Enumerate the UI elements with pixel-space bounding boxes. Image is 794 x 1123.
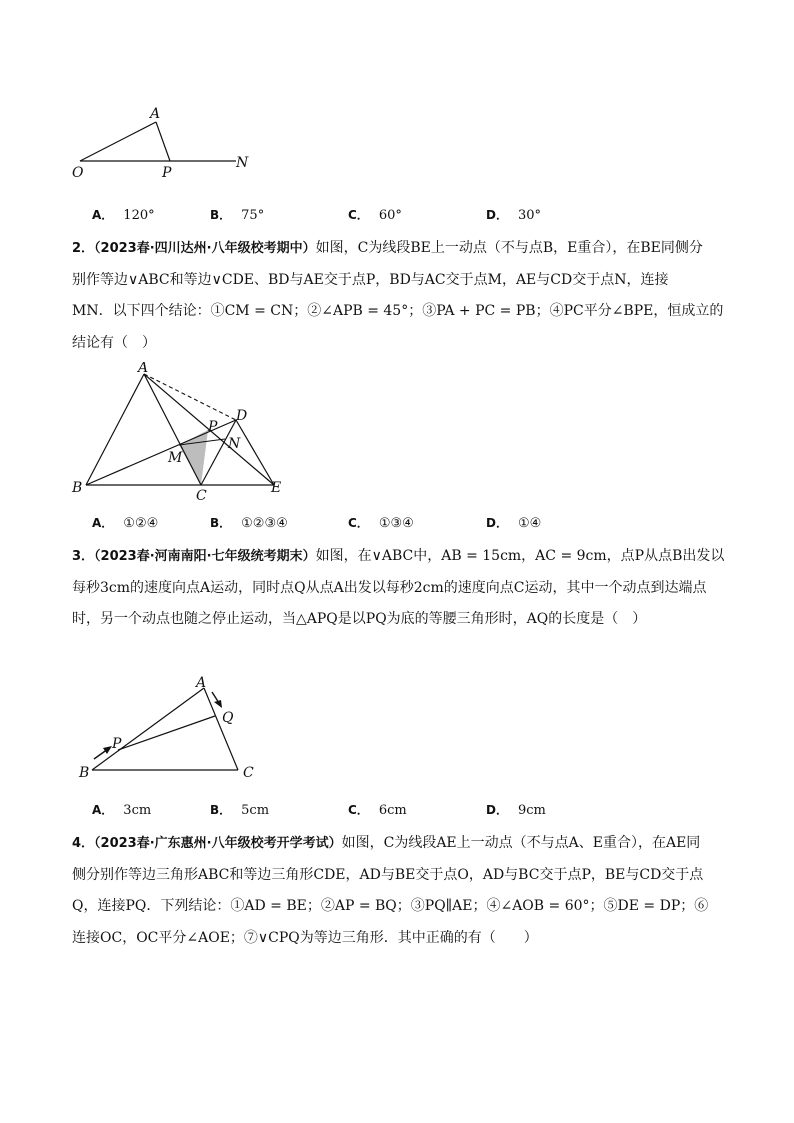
q2-figure <box>66 362 296 502</box>
q2-choice-b[interactable]: B． ①②③④ <box>210 516 288 531</box>
q3-choice-b[interactable]: B． 5cm <box>210 803 270 818</box>
q1-figure <box>66 100 266 185</box>
q2-label-p: P <box>208 419 218 435</box>
q2-label-c: C <box>196 488 207 502</box>
q3-label-p: P <box>112 736 122 752</box>
q3-line-3: 时，另一个动点也随之停止运动，当△APQ是以PQ为底的等腰三角形时，AQ的长度是（ ） <box>72 611 647 627</box>
q3-label-c: C <box>243 765 254 781</box>
q3-stem <box>72 541 728 636</box>
q2-choices <box>92 514 652 538</box>
q2-label-a: A <box>138 362 149 376</box>
q4-stem <box>72 828 728 954</box>
q4-line-3: Q，连接PQ．下列结论：①AD = BE；②AP = BQ；③PQ∥AE；④∠AOB = 60°；⑤DE = DP；⑥ <box>72 898 709 914</box>
q1-choices <box>92 206 652 230</box>
q3-line-2: 每秒3cm的速度向点A运动，同时点Q从点A出发以每秒2cm的速度向点C运动，其中一个动点到达端点 <box>72 579 707 596</box>
q3-label-q: Q <box>222 710 234 726</box>
q2-choice-d[interactable]: D． ①④ <box>486 516 542 531</box>
q2-line-2: 别作等边∨ABC和等边∨CDE、BD与AE交于点P，BD与AC交于点M，AE与CD交于点N，连接 <box>72 271 669 288</box>
q2-label-m: M <box>168 450 183 466</box>
q1-segment-ap <box>156 122 170 161</box>
q2-line-1: 2．（2023春·四川达州·八年级校考期中）如图，C为线段BE上一动点（不与点B，E重合），在BE同侧分 <box>72 240 703 256</box>
q3-choices <box>92 801 652 825</box>
q1-label-n: N <box>236 155 249 171</box>
q3-label-a: A <box>196 675 207 691</box>
q4-line-2: 侧分别作等边三角形ABC和等边三角形CDE，AD与BE交于点O，AD与BC交于点P，BE与CD交于点 <box>72 866 704 883</box>
q1-segment-oa <box>80 122 156 161</box>
q2-label-e: E <box>271 480 282 496</box>
q1-choice-b[interactable]: B． 75° <box>210 208 265 223</box>
q2-segment-ab <box>86 374 144 485</box>
q1-choice-d[interactable]: D． 30° <box>486 208 542 223</box>
q3-choice-a[interactable]: A． 3cm <box>92 803 152 818</box>
q3-label-b: B <box>79 765 90 781</box>
q1-label-a: A <box>150 106 161 122</box>
q4-line-1: 4．（2023春·广东惠州·八年级校考开学考试）如图，C为线段AE上一动点（不与点A、E重合），在AE同 <box>72 835 701 851</box>
q3-choice-d[interactable]: D． 9cm <box>486 803 546 818</box>
q2-choice-c[interactable]: C． ①③④ <box>348 516 414 531</box>
q1-choice-c[interactable]: C． 60° <box>348 208 402 223</box>
q3-segment-ab <box>92 688 204 770</box>
q3-figure <box>70 670 270 785</box>
q3-choice-c[interactable]: C． 6cm <box>348 803 407 818</box>
q2-label-n: N <box>228 436 241 452</box>
q1-label-o: O <box>72 165 84 181</box>
q3-line-1: 3．（2023春·河南南阳·七年级统考期末）如图，在∨ABC中，AB = 15cm，AC = 9cm，点P从点B出发以 <box>72 548 725 564</box>
q2-stem <box>72 233 728 359</box>
q2-label-b: B <box>72 480 83 496</box>
q2-segment-de <box>236 420 274 485</box>
q2-line-3: MN．以下四个结论：①CM = CN；②∠APB = 45°；③PA + PC = PB；④PC平分∠BPE，恒成立的 <box>72 303 724 319</box>
q2-segment-ac <box>144 374 201 485</box>
q2-line-4: 结论有（ ） <box>72 334 156 351</box>
q4-line-4: 连接OC，OC平分∠AOE；⑦∨CPQ为等边三角形．其中正确的有（ ） <box>72 929 538 946</box>
q1-label-p: P <box>162 165 172 181</box>
q2-choice-a[interactable]: A． ①②④ <box>92 516 159 531</box>
q2-label-d: D <box>236 408 248 424</box>
q1-choice-a[interactable]: A． 120° <box>92 208 155 223</box>
q2-segment-cd <box>201 420 236 485</box>
q3-segment-pq <box>118 716 215 750</box>
q3-arrow-a-to-q <box>212 692 222 708</box>
